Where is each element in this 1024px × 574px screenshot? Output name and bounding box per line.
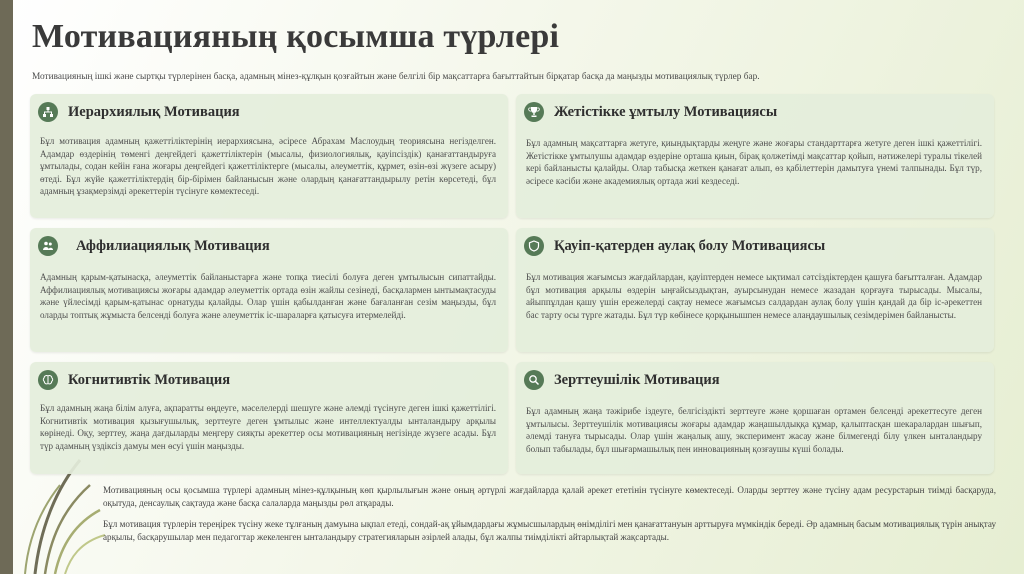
card-title: Иерархиялық Мотивация [68,103,240,120]
card-title: Когнитивтік Мотивация [68,371,231,388]
card-body: Бұл адамның жаңа тәжірибе іздеуге, белгісіздікті зерттеуге және қоршаған ортамен белсенді әрекеттесуге деген ұмтылысы. Зерттеушілік мотивациясы жоғары адамдар жаңашылдыққа құмар, қалыптасқан шекаралардан шығып, әлемді тануға тырысады. Олар үшін жаңалық ашу, эксперимент жасау және білмегенді білу үлкен ынталандыру болып табылады, бұл шығармашылық пен инновацияның қозғаушы күші болады. [526,406,982,454]
card-danger-avoidance-motivation [516,228,994,352]
card-achievement-motivation [516,94,994,218]
brain-icon [38,370,58,390]
card-body: Бұл мотивация жағымсыз жағдайлардан, қауіптерден немесе ықтимал сәтсіздіктерден қашуға бағытталған. Адамдар бұл мотивация арқылы өздерін ыңғайсыздықтан, ауырсынудан немесе жазадан қорғауға тырысады. Мысалы, айыппұлдан қашу үшін ережелерді сақтау немесе жағымсыз салдардан аулақ болу үшін қандай да бір іс-әрекеттен бас тарту осы түрге жатады. Бұл түр көбінесе қорқынышпен немесе алаңдаушылық сезімдерімен байланысты. [526,272,982,320]
card-body: Бұл мотивация адамның қажеттіліктерінің иерархиясына, әсіресе Абрахам Маслоудың теориясына негізделген. Адамдар өздерінің төменгі деңгейдегі қажеттіліктерін (мысалы, физиологиялық, қауіпсіздік) қанағаттандыруға ұмтылады, содан кейін ғана жоғары деңгейдегі қажеттіліктерге (мысалы, әлеуметтік, құрмет, өзін-өзі жүзеге асыру) өтеді. Бұл жүйе қажеттіліктердің бір-бірімен байланысын және олардың қанағаттандырылу ретін көрсетеді, бұл адамның ұзақмерзімді әрекеттерін түсінуге көмектеседі. [40,136,496,197]
hierarchy-icon [38,102,58,122]
card-hierarchical-motivation [30,94,508,218]
people-icon [38,236,58,256]
card-body: Бұл адамның мақсаттарға жетуге, қиындықтарды жеңуге және жоғары стандарттарға жетуге деген ішкі қажеттілігі. Жетістікке ұмтылушы адамдар өздеріне орташа қиын, бірақ қолжетімді мақсаттар қойып, нәтижелері туралы тікелей кері байланысты қалайды. Олар табысқа жеткен қанағат алып, өз қабілеттерін дамытуға үнемі талпынады. Бұл түр, әсіресе кәсіби және академиялық ортада жиі кездеседі. [526,138,982,186]
slide-subtitle: Мотивацияның ішкі және сыртқы түрлерінен басқа, адамның мінез-құлқын қозғайтын және белгілі бір мақсаттарға бағыттайтын бірқатар басқа да маңызды мотивациялық түрлер бар. [32,72,760,82]
card-title: Жетістікке ұмтылу Мотивациясы [554,103,778,120]
footer-paragraph-2: Бұл мотивация түрлерін тереңірек түсіну жеке тұлғаның дамуына ықпал етеді, сондай-ақ ұйымдардағы жұмысшылардың өнімділігі мен қанағаттануын арттыруға мүмкіндік береді. Әр адамның басым мотивациялық түрін анықтау арқылы, басқарушылар мен педагогтар жекеленген ынталандыру стратегияларын әзірлей алады, бұл жалпы тиімділікті айтарлықтай жақсартады. [103,519,996,542]
trophy-icon [524,102,544,122]
card-title: Қауіп-қатерден аулақ болу Мотивациясы [554,237,826,254]
card-body: Бұл адамның жаңа білім алуға, ақпаратты өңдеуге, мәселелерді шешуге және әлемді түсінуге деген ішкі қажеттілігі. Когнитивтік мотивация қызығушылық, зерттеуге деген ұмтылыс және интеллектуалды ынталандыру арқылы көрінеді. Оқу, зерттеу, жаңа дағдыларды меңгеру сияқты әрекеттер осы мотивацияның негізінде жүзеге асады. Бұл түр адамның үздіксіз дамуы мен өсуі үшін маңызды. [40,403,496,451]
card-affiliation-motivation [30,228,508,352]
card-title: Аффилиациялық Мотивация [76,237,270,254]
shield-icon [524,236,544,256]
footer-paragraph-1: Мотивацияның осы қосымша түрлері адамның мінез-құлқының көп қырлылығын және оның әртүрлі жағдайларда қалай әрекет ететінін түсінуге көмектеседі. Оларды зерттеу және түсіну адам ресурстарын тиімді басқаруда, оқытуда, денсаулық сақтауда және басқа салаларда маңызды рөл атқарады. [103,485,996,508]
slide-title: Мотивацияның қосымша түрлері [32,18,560,55]
search-icon [524,370,544,390]
card-title: Зерттеушілік Мотивация [554,371,720,388]
card-body: Адамның қарым-қатынасқа, әлеуметтік байланыстарға және топқа тиесілі болуға деген ұмтылысын сипаттайды. Аффилиациялық мотивациясы жоғары адамдар әлеуметтік ортада өзін жайлы сезінеді, басқалармен ынтымақтасуды және үйлесімді қарым-қатынас орнатуды қалайды. Олар үшін қабылданған және бағаланған сезім маңызды, бұл оларды топтық жұмыста белсенді болуға және әлеуметтік іс-шараларға қатысуға итермелейді. [40,272,496,320]
card-exploratory-motivation [516,362,994,474]
card-cognitive-motivation [30,362,508,474]
